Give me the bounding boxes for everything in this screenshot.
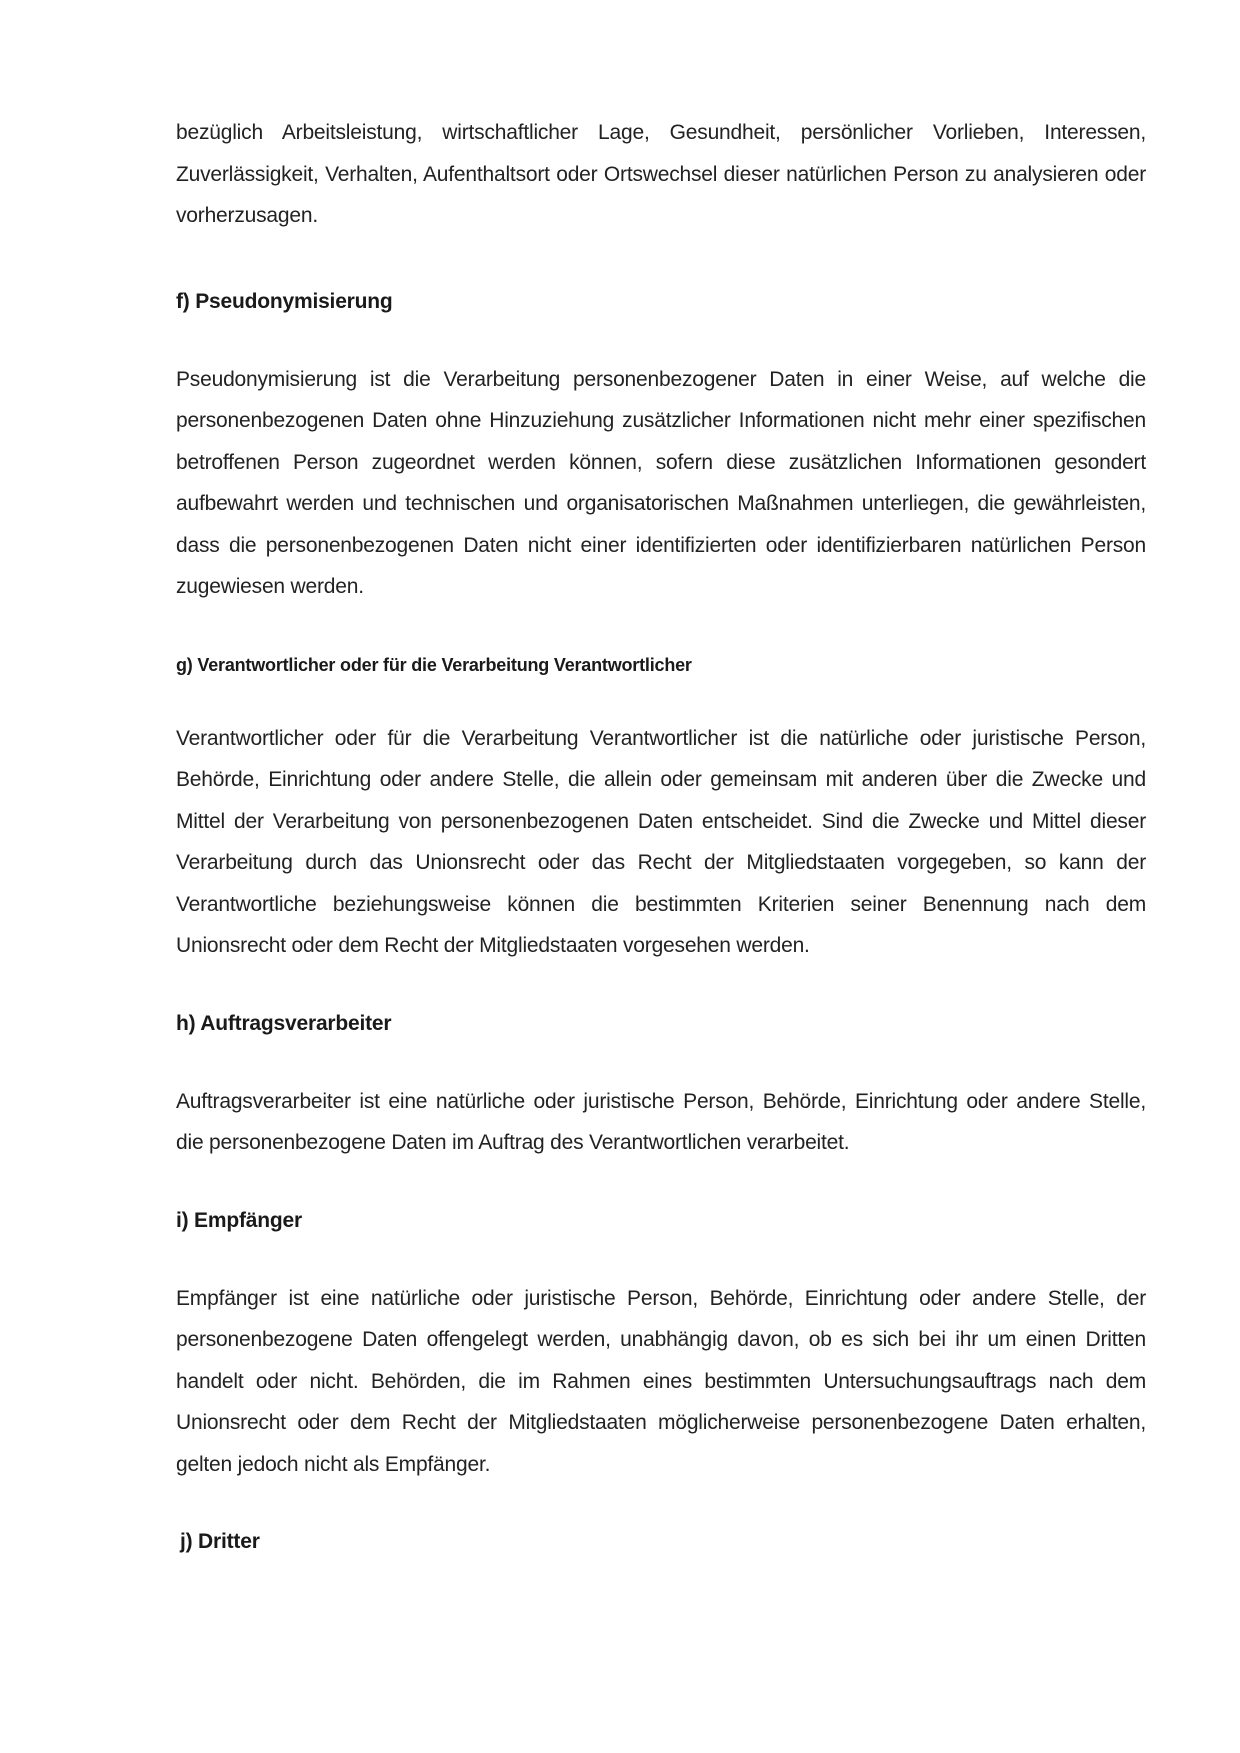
section-body-verantwortlicher: Verantwortlicher oder für die Verarbeitung Verantwortlicher ist die natürliche oder juristische Person, Behörde, Einrichtung oder andere Stelle, die allein oder gemeinsam mit anderen über die Zwecke und Mittel der Verarbeitung von personenbezogenen Daten entscheidet. Sind die Zwecke und Mittel dieser Verarbeitung durch das Unionsrecht oder das Recht der Mitgliedstaaten vorgegeben, so kann der Verantwortliche beziehungsweise können die bestimmten Kriterien seiner Benennung nach dem Unionsrecht oder dem Recht der Mitgliedstaaten vorgesehen werden. — [176, 726, 1146, 957]
section-body-pseudonymisierung: Pseudonymisierung ist die Verarbeitung personenbezogener Daten in einer Weise, auf welche die personenbezogenen Daten ohne Hinzuziehung zusätzlicher Informationen nicht mehr einer spezifischen betroffenen Person zugeordnet werden können, sofern diese zusätzlichen Informationen gesondert aufbewahrt werden und technischen und organisatorischen Maßnahmen unterliegen, die gewährleisten, dass die personenbezogenen Daten nicht einer identifizierten oder identifizierbaren natürlichen Person zugewiesen werden. — [176, 367, 1146, 598]
section-heading-verantwortlicher: g) Verantwortlicher oder für die Verarbeitung Verantwortlicher — [176, 654, 692, 675]
intro-paragraph: bezüglich Arbeitsleistung, wirtschaftlicher Lage, Gesundheit, persönlicher Vorlieben, Interessen, Zuverlässigkeit, Verhalten, Aufenthaltsort oder Ortswechsel dieser natürlichen Person zu analysieren oder vorherzusagen. — [176, 121, 1146, 227]
section-heading-dritter: j) Dritter — [180, 1530, 260, 1553]
section-body-auftragsverarbeiter: Auftragsverarbeiter ist eine natürliche oder juristische Person, Behörde, Einrichtung oder andere Stelle, die personenbezogene Daten im Auftrag des Verantwortlichen verarbeitet. — [176, 1089, 1146, 1154]
document-page — [176, 112, 1146, 1557]
section-heading-auftragsverarbeiter: h) Auftragsverarbeiter — [176, 1011, 392, 1035]
section-body-empfaenger: Empfänger ist eine natürliche oder juristische Person, Behörde, Einrichtung oder andere Stelle, der personenbezogene Daten offengelegt werden, unabhängig davon, ob es sich bei ihr um einen Dritten handelt oder nicht. Behörden, die im Rahmen eines bestimmten Untersuchungsauftrags nach dem Unionsrecht oder dem Recht der Mitgliedstaaten möglicherweise personenbezogene Daten erhalten, gelten jedoch nicht als Empfänger. — [176, 1286, 1146, 1476]
section-heading-empfaenger: i) Empfänger — [176, 1208, 302, 1232]
section-heading-pseudonymisierung: f) Pseudonymisierung — [176, 289, 393, 313]
